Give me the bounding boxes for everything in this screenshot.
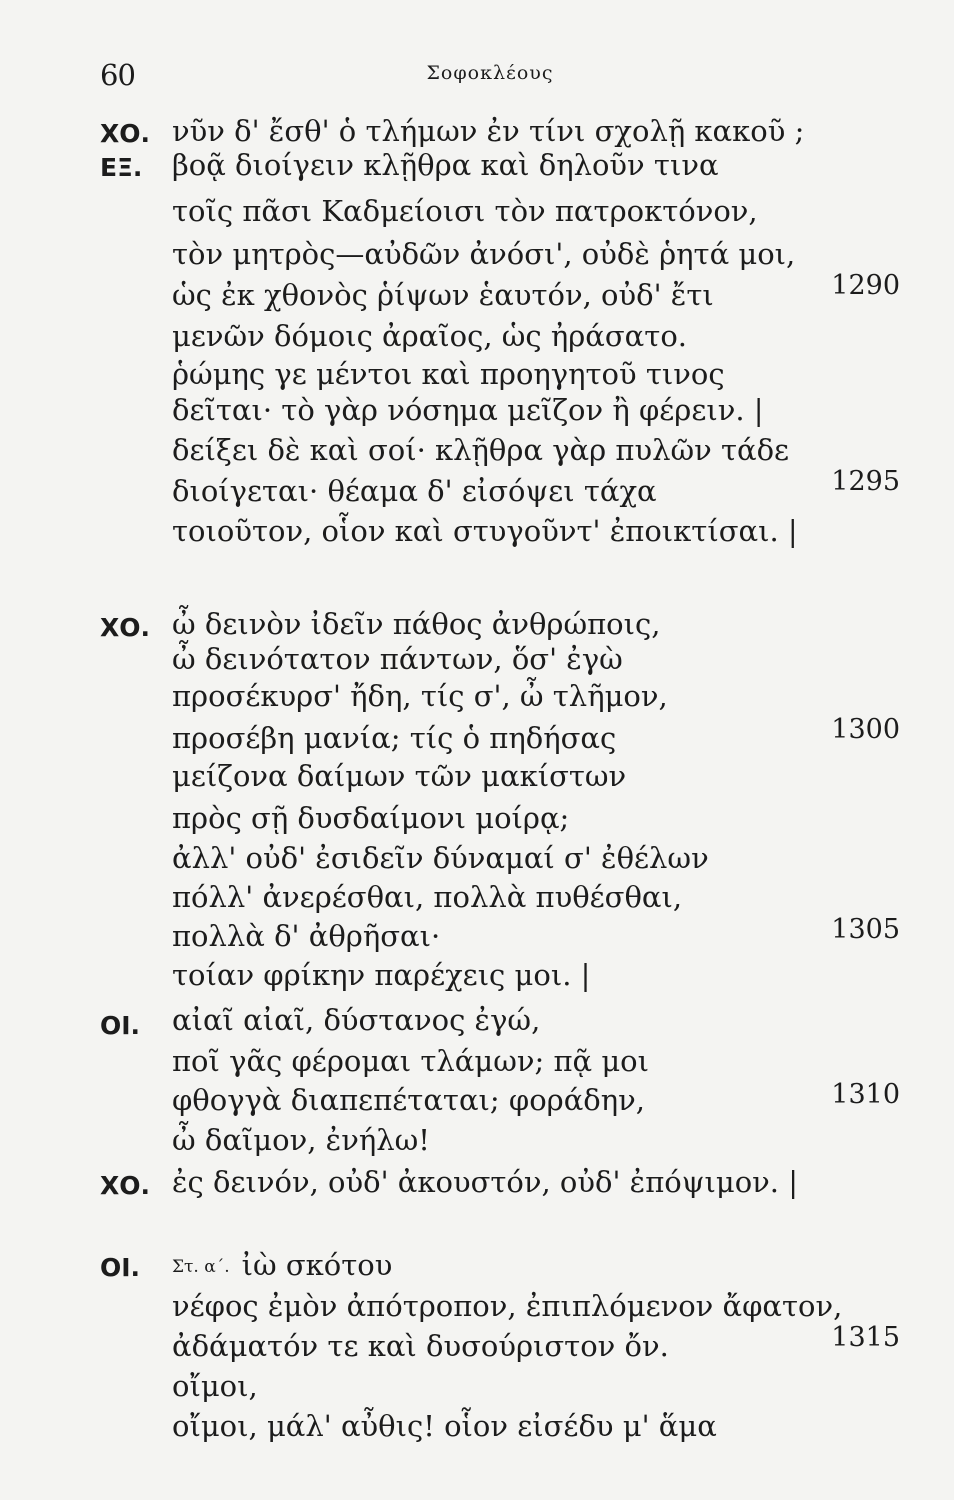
- verse-line: ὦ δεινότατον πάντων, ὅσ' ἐγὼ: [172, 642, 623, 676]
- verse-line: ῥώμης γε μέντοι καὶ προηγητοῦ τινος: [172, 357, 725, 391]
- verse-line: τοῖς πᾶσι Καδμείοισι τὸν πατροκτόνον,: [172, 194, 758, 228]
- verse-line: δεῖται· τὸ γὰρ νόσημα μεῖζον ἢ φέρειν. |: [172, 393, 764, 427]
- verse-line: πόλλ' ἀνερέσθαι, πολλὰ πυθέσθαι,: [172, 880, 683, 914]
- verse-line: ἀδάματόν τε καὶ δυσούριστον ὄν.: [172, 1329, 669, 1363]
- verse-line: πολλὰ δ' ἀθρῆσαι·: [172, 919, 441, 953]
- speaker-label-chorus: ΧΟ.: [100, 119, 151, 148]
- speaker-label-chorus: ΧΟ.: [100, 1171, 151, 1200]
- verse-line: νῦν δ' ἔσθ' ὁ τλήμων ἐν τίνι σχολῇ κακοῦ ;: [172, 114, 805, 148]
- line-number: 1295: [831, 466, 900, 497]
- verse-line: τὸν μητρὸς—αὐδῶν ἀνόσι', οὐδὲ ῥητά μοι,: [172, 237, 796, 271]
- line-number: 1290: [831, 270, 900, 301]
- verse-line: ἐς δεινόν, οὐδ' ἀκουστόν, οὐδ' ἐπόψιμον. |: [172, 1165, 799, 1199]
- speaker-label-oedipus: ΟΙ.: [100, 1011, 141, 1040]
- verse-line: μενῶν δόμοις ἀραῖος, ὡς ἠράσατο.: [172, 319, 687, 353]
- verse-line: τοιοῦτον, οἷον καὶ στυγοῦντ' ἐποικτίσαι. |: [172, 514, 798, 548]
- verse-line: διοίγεται· θέαμα δ' εἰσόψει τάχα: [172, 474, 657, 508]
- page-number: 60: [100, 58, 135, 92]
- verse-line: ὡς ἐκ χθονὸς ῥίψων ἑαυτόν, οὐδ' ἔτι: [172, 278, 714, 312]
- verse-line: μείζονα δαίμων τῶν μακίστων: [172, 759, 627, 793]
- speaker-label-chorus: ΧΟ.: [100, 613, 151, 642]
- line-number: 1315: [831, 1322, 900, 1353]
- verse-line: πρὸς σῇ δυσδαίμονι μοίρᾳ;: [172, 801, 570, 835]
- line-number: 1305: [831, 914, 900, 945]
- strophe-marker: Στ. α΄.: [172, 1257, 230, 1277]
- running-head: Σοφοκλέους: [426, 62, 554, 84]
- speaker-label-exangelos: ΕΞ.: [100, 153, 143, 182]
- verse-line: προσέκυρσ' ἤδη, τίς σ', ὦ τλῆμον,: [172, 679, 668, 713]
- verse-line: οἴμοι,: [172, 1369, 258, 1403]
- verse-line: οἴμοι, μάλ' αὖθις! οἷον εἰσέδυ μ' ἅμα: [172, 1409, 717, 1443]
- verse-line: βοᾷ διοίγειν κλῇθρα καὶ δηλοῦν τινα: [172, 148, 719, 182]
- speaker-label-oedipus: ΟΙ.: [100, 1253, 141, 1282]
- verse-line: ἀλλ' οὐδ' ἐσιδεῖν δύναμαί σ' ἐθέλων: [172, 841, 709, 875]
- verse-line: νέφος ἐμὸν ἀπότροπον, ἐπιπλόμενον ἄφατον,: [172, 1289, 843, 1323]
- verse-line: ὦ δεινὸν ἰδεῖν πάθος ἀνθρώποις,: [172, 607, 661, 641]
- verse-line: ποῖ γᾶς φέρομαι τλάμων; πᾷ μοι: [172, 1044, 649, 1078]
- verse-line: δείξει δὲ καὶ σοί· κλῇθρα γὰρ πυλῶν τάδε: [172, 433, 790, 467]
- verse-line: [172, 1247, 392, 1285]
- verse-line: φθογγὰ διαπεπέταται; φοράδην,: [172, 1083, 645, 1117]
- verse-line: τοίαν φρίκην παρέχεις μοι. |: [172, 958, 591, 992]
- verse-text: ἰὼ σκότου: [241, 1248, 393, 1282]
- line-number: 1310: [831, 1079, 900, 1110]
- verse-line: ὦ δαῖμον, ἐνήλω!: [172, 1123, 430, 1157]
- line-number: 1300: [831, 714, 900, 745]
- verse-line: αἰαῖ αἰαῖ, δύστανος ἐγώ,: [172, 1003, 541, 1037]
- verse-line: προσέβη μανία; τίς ὁ πηδήσας: [172, 721, 617, 755]
